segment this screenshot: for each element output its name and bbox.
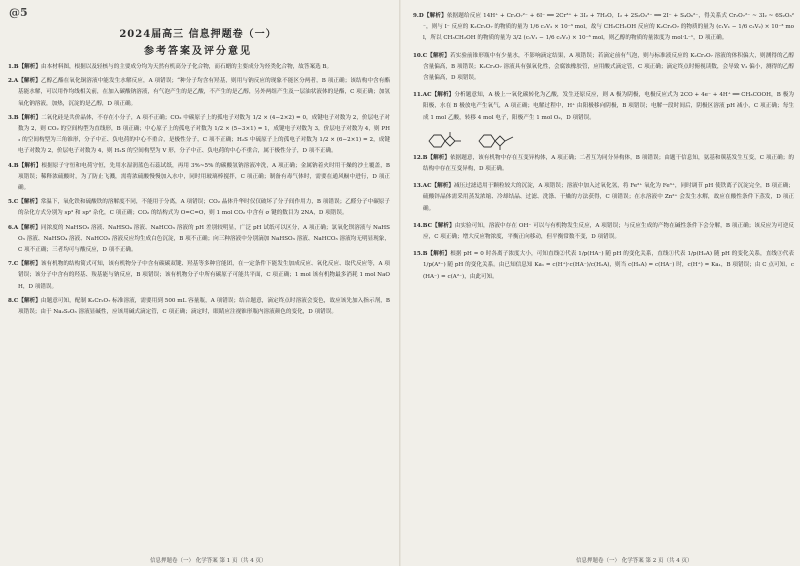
molecule-isomer-icon: [473, 131, 519, 151]
answer-item-3: 3.B【解析】二氧化硅是共价晶体，不存在小分子，A 项不正确；CO₂ 中碳原子上的孤电子对数为 1/2 × (4−2×2) = 0，成键电子对数为 2，价层电子对数为 2，则 CO₂ 的空间构型为直线形，B 项正确；中心原子上的孤电子对数为 1/2 × (5−3×1) = 1，成键电子对数为 3，价层电子对数为 4，则 PH₃ 的空间构型为三角锥形，分子中正、负电荷的中心不重合，是极性分子，C 项不正确；H₂S 中硫原子上的孤电子对数为 1/2 × (6−2×1) = 2，成键电子对数为 2，价层电子对数为 4，则 H₂S 的空间构型为 V 形，分子中正、负电荷的中心不重合，属于极性分子，D 项不正确。: [8, 114, 390, 155]
answer-item-10: 10.C【解析】若实验前锥形瓶中有少量水，不影响滴定结果，A 项错误；若滴定前有气泡，则与标准液反应的 K₂Cr₂O₇ 溶液的体积偏大，则测得的乙醇含量偏高，B 项错误；K₂Cr₂O₇ 溶液具有强氧化性，会腐蚀橡胶管，应用酸式滴定管，C 项正确；滴定终点时俯视读数，会导致 V₂ 偏小，测得的乙醇含量偏高，D 项错误。: [413, 52, 794, 82]
answer-item-6: 6.A【解析】同浓度的 NaHSO₃ 溶液、NaHSO₄ 溶液、NaHCO₃ 溶液的 pH 差别较明显，广泛 pH 试纸可以区分，A 项正确；氯氧化钡溶液与 NaHSO₃ 溶液、NaHSO₄ 溶液、NaHCO₃ 溶液反应均生成白色沉淀，B 项不正确；向三种溶液中分别滴加 NaHSO₃ 溶液、NaHCO₃ 溶液均无明显现象，C 项不正确；三者均可与酸反应，D 项不正确。: [8, 224, 390, 254]
answer-item-1: 1.B【解析】由本材料图，根据以及轻核与的主要成分均为天然有机高分子化合物，而石蜡的主要成分为烃类化合物，故答案选 B。: [8, 64, 333, 70]
molecule-structure-icon: [423, 131, 469, 151]
answer-text: 根据 pH = 0 时各离子浓度大小，可知直线②代表 1/p(HA⁻) 随 pH 的变化关系，直线①代表 1/p(H₂A) 随 pH 的变化关系，直线③代表 1/p(A²⁻) 随 pH 的变化关系。由已知信息知 Ka₁ = c(H⁺)·c(HA⁻)/c(H₂A)，则当 c(H₂A) = c(HA⁻) 时，c(H⁺) = Ka₁，B 项错误；由 C 点可知，c(HA⁻) = c(A²⁻)，由此可知。: [423, 251, 794, 280]
answer-text: 乙醇乙酯在氧化铜溶液中能发生水解反应，A 项错误；“种分子均含有羟基，则用与钠反应的现象不能区分两者，B 项正确；该结构中含有酯基能水解，可以用作均线相关前，在加入碳酸钠溶液，有气泡产生的是乙酸，不产生的是乙醇，另外两组产生及一层油状液体的是酯，C 项正确；加氢氧化钠溶液，加热，沉淀的是乙醇，D 项正确。: [18, 78, 390, 107]
answer-text: 由实验可知，溶液中存在 OH⁻ 可以与有机物发生反应，A 项错误；与反应生成的产物在碱性条件下会分解，B 项正确；该反应为可逆反应，C 项正确；增大反应物浓度，平衡正向移动，但平衡常数不变，D 项错误。: [423, 222, 794, 241]
answer-item-7: 7.C【解析】该有机物的结构简式可知，该有机物分子中含有碳碳双键、羟基等多种官能团，在一定条件下能发生加成反应、氧化反应、取代反应等，A 项错误；该分子中含有的羟基、羧基能与钠反应，B 项错误；该有机物分子中所有碳原子可能共平面，C 项正确；1 mol 该有机物最多消耗 1 mol NaOH，D 项错误。: [8, 261, 390, 290]
answer-item-12: 12.B【解析】依据题意，该有机物中存在互变异构体，A 项正确；二者互为同分异构体，B 项错误；由题干信息知，氨基和羰基发生互变，C 项正确；的结构中存在互变异构，D 项正确。: [413, 154, 794, 173]
answer-text: 由题意可知，配制 K₂Cr₂O₇ 标准溶液，需要用到 500 mL 容量瓶，A 项错误；结合题意，滴定终点时溶液会变色，故应该先加入指示剂，B 项错误；由于 Na₂S₂O₃ 溶液显碱性，应该用碱式滴定管，C 项正确；滴定时，眼睛应注视锥形瓶内溶液颜色的变化，D 项错误。: [18, 297, 390, 316]
answer-text: 若实验前锥形瓶中有少量水，不影响滴定结果，A 项错误；若滴定前有气泡，则与标准液反应的 K₂Cr₂O₇ 溶液的体积偏大，则测得的乙醇含量偏高，B 项错误；K₂Cr₂O₇ 溶液具有强氧化性，会腐蚀橡胶管，应用酸式滴定管，C 项正确；滴定终点时俯视读数，会导致 V₂ 偏小，测得的乙醇含量偏高，D 项错误。: [423, 52, 794, 82]
answer-item-4: 4.B【解析】根据原子守恒和电荷守恒，先用水湿润蓝色石蕊试纸，再用 3%~5% 的碳酸氢钠溶液冲洗，A 项正确；金属钠着火时用干燥的沙土覆盖，B 项错误；稀释浓硫酸时，为了防止飞溅，需将浓硫酸慢慢加入水中，同时用玻璃棒搅拌，C 项正确；制备有毒气体时，需要在通风橱中进行，D 项正确。: [8, 162, 390, 192]
molecule-figure-row: [423, 130, 794, 152]
answer-text: 同浓度的 NaHSO₃ 溶液、NaHSO₄ 溶液、NaHCO₃ 溶液的 pH 差别较明显，广泛 pH 试纸可以区分，A 项正确；氯氧化钡溶液与 NaHSO₃ 溶液、NaHSO₄ 溶液、NaHCO₃ 溶液反应均生成白色沉淀，B 项不正确；向三种溶液中分别滴加 NaHSO₃ 溶液、NaHCO₃ 溶液均无明显现象，C 项不正确；三者均可与酸反应，D 项不正确。: [18, 224, 390, 254]
answer-text: 根据原子守恒和电荷守恒，先用水湿润蓝色石蕊试纸，再用 3%~5% 的碳酸氢钠溶液冲洗，A 项正确；金属钠着火时用干燥的沙土覆盖，B 项错误；稀释浓硫酸时，为了防止飞溅，需将浓硫酸慢慢加入水中，同时用玻璃棒搅拌，C 项正确；制备有毒气体时，需要在通风橱中进行，D 项正确。: [18, 162, 390, 192]
right-question-list: [411, 11, 794, 283]
answer-item-13: 13.AC【解析】减压过滤适用于颗粒较大的沉淀，A 项错误；溶液中加入过氧化氢，将 Fe²⁺ 氧化为 Fe³⁺，同时调节 pH 使铁离子沉淀完全，B 项正确；硫酸锌晶体需采用蒸发浓缩、冷却结晶、过滤、洗涤、干燥的方法获得，C 项错误；在水溶液中 Zn²⁺ 会发生水解，故应在酸性条件下蒸发，D 项正确。: [413, 183, 794, 212]
document-subtitle: 参考答案及评分意见: [144, 46, 252, 57]
answer-item-8: 8.C【解析】由题意可知，配制 K₂Cr₂O₇ 标准溶液，需要用到 500 mL 容量瓶，A 项错误；结合题意，滴定终点时溶液会变色，故应该先加入指示剂，B 项错误；由于 Na₂S₂O₃ 溶液显碱性，应该用碱式滴定管，C 项正确；滴定时，眼睛应注视锥形瓶内溶液颜色的变化，D 项错误。: [8, 297, 390, 316]
answer-text: 依据题意，该有机物中存在互变异构体，A 项正确；二者互为同分异构体，B 项错误；由题干信息知，氨基和羰基发生互变，C 项正确；的结构中存在互变异构，D 项正确。: [423, 154, 794, 173]
answer-text: 分析题意知，A 极上一氧化碳转化为乙酸，发生还原反应，则 A 极为阴极，电极反应式为 2CO + 4e⁻ + 4H⁺ ══ CH₃COOH，B 极为阳极，水在 B 极放电产生氧气，A 项正确；电解过程中，H⁺ 由阳极移向阴极，B 项错误；电解一段时间后，阴极区溶液 pH 减小，C 项正确；每生成 1 mol 乙酸，转移 4 mol 电子，阳极产生 1 mol O₂，D 项错误。: [423, 92, 794, 121]
answer-item-14: 14.BC【解析】由实验可知，溶液中存在 OH⁻ 可以与有机物发生反应，A 项错误；与反应生成的产物在碱性条件下会分解，B 项正确；该反应为可逆反应，C 项正确；增大反应物浓度，平衡正向移动，但平衡常数不变，D 项错误。: [413, 222, 794, 241]
answer-text: 减压过滤适用于颗粒较大的沉淀，A 项错误；溶液中加入过氧化氢，将 Fe²⁺ 氧化为 Fe³⁺，同时调节 pH 使铁离子沉淀完全，B 项正确；硫酸锌晶体需采用蒸发浓缩、冷却结晶、过滤、洗涤、干燥的方法获得，C 项错误；在水溶液中 Zn²⁺ 会发生水解，故应在酸性条件下蒸发，D 项正确。: [423, 183, 794, 212]
answer-item-15: 15.B【解析】根据 pH = 0 时各离子浓度大小，可知直线②代表 1/p(HA⁻) 随 pH 的变化关系，直线①代表 1/p(H₂A) 随 pH 的变化关系，直线③代表 1/p(A²⁻) 随 pH 的变化关系。由已知信息知 Ka₁ = c(H⁺)·c(HA⁻)/c(H₂A)，则当 c(H₂A) = c(HA⁻) 时，c(H⁺) = Ka₁，B 项错误；由 C 点可知，c(HA⁻) = c(A²⁻)，由此可知。: [413, 251, 794, 280]
document-title: 2024届高三 信息押题卷（一）: [119, 29, 277, 40]
right-page: [401, 0, 800, 566]
answer-item-9: 9.D【解析】依据题给反应 14H⁺ + Cr₂O₇²⁻ + 6I⁻ ══ 2Cr³⁺ + 3I₂ + 7H₂O，I₂ + 2S₂O₃²⁻ ══ 2I⁻ + S₄O₆²⁻，得关系式 Cr₂O₇²⁻ ~ 3I₂ ~ 6S₂O₃²⁻，则与 I⁻ 反应的 K₂Cr₂O₇ 的物质的量为 1/6 c₂V₂ × 10⁻³ mol，故与 CH₃CH₂OH 反应的 K₂Cr₂O₇ 的物质的量为 (c₁V₁ − 1/6 c₂V₂) × 10⁻³ mol，所以 CH₃CH₂OH 的物质的量为 3/2 (c₁V₁ − 1/6 c₂V₂) × 10⁻³ mol，则乙醇的物质的量浓度为 mol·L⁻¹，D 项正确。: [413, 13, 794, 42]
right-page-footer: 信息押题卷（一） 化学答案 第 2 页（共 4 页）: [576, 558, 693, 564]
answer-text: 该有机物的结构简式可知，该有机物分子中含有碳碳双键、羟基等多种官能团，在一定条件下能发生加成反应、氧化反应、取代反应等，A 项错误；该分子中含有的羟基、羧基能与钠反应，B 项错误；该有机物分子中所有碳原子可能共平面，C 项正确；1 mol 该有机物最多消耗 1 mol NaOH，D 项错误。: [18, 261, 390, 290]
answer-item-5: 5.C【解析】常温下，氧化铁和硫酸铁的溶解度不同，不能用于分离，A 项错误；CO₂ 晶体升华时仅仅破坏了分子间作用力，B 项错误；乙醛分子中碳原子的杂化方式分别为 sp³ 和 sp² 杂化，C 项正确；CO₂ 的结构式为 O=C=O，则 1 mol CO₂ 中含有 σ 键的数目为 2NA，D 项错误。: [8, 199, 390, 217]
left-question-list: [6, 62, 390, 318]
left-page-footer: 信息押题卷（一） 化学答案 第 1 页（共 4 页）: [150, 558, 267, 564]
left-page: [0, 0, 398, 566]
answer-text: 依据题给反应 14H⁺ + Cr₂O₇²⁻ + 6I⁻ ══ 2Cr³⁺ + 3I₂ + 7H₂O，I₂ + 2S₂O₃²⁻ ══ 2I⁻ + S₄O₆²⁻，得关系式 Cr₂O₇²⁻ ~ 3I₂ ~ 6S₂O₃²⁻，则与 I⁻ 反应的 K₂Cr₂O₇ 的物质的量为 1/6 c₂V₂ × 10⁻³ mol，故与 CH₃CH₂OH 反应的 K₂Cr₂O₇ 的物质的量为 (c₁V₁ − 1/6 c₂V₂) × 10⁻³ mol，所以 CH₃CH₂OH 的物质的量为 3/2 (c₁V₁ − 1/6 c₂V₂) × 10⁻³ mol，则乙醇的物质的量浓度为 mol·L⁻¹，D 项正确。: [423, 13, 794, 42]
answer-text: 由本材料图，根据以及轻核与的主要成分均为天然有机高分子化合物，而石蜡的主要成分为烃类化合物，故答案选 B。: [40, 64, 333, 70]
answer-text: 二氧化硅是共价晶体，不存在小分子，A 项不正确；CO₂ 中碳原子上的孤电子对数为 1/2 × (4−2×2) = 0，成键电子对数为 2，价层电子对数为 2，则 CO₂ 的空间构型为直线形，B 项正确；中心原子上的孤电子对数为 1/2 × (5−3×1) = 1，成键电子对数为 3，价层电子对数为 4，则 PH₃ 的空间构型为三角锥形，分子中正、负电荷的中心不重合，是极性分子，C 项不正确；H₂S 中硫原子上的孤电子对数为 1/2 × (6−2×1) = 2，成键电子对数为 2，价层电子对数为 4，则 H₂S 的空间构型为 V 形，分子中正、负电荷的中心不重合，属于极性分子，D 项不正确。: [18, 114, 390, 155]
answer-text: 常温下，氧化铁和硫酸铁的溶解度不同，不能用于分离，A 项错误；CO₂ 晶体升华时仅仅破坏了分子间作用力，B 项错误；乙醛分子中碳原子的杂化方式分别为 sp³ 和 sp² 杂化，C 项正确；CO₂ 的结构式为 O=C=O，则 1 mol CO₂ 中含有 σ 键的数目为 2NA，D 项错误。: [18, 199, 390, 217]
answer-item-11: 11.AC【解析】分析题意知，A 极上一氧化碳转化为乙酸，发生还原反应，则 A 极为阴极，电极反应式为 2CO + 4e⁻ + 4H⁺ ══ CH₃COOH，B 极为阳极，水在 B 极放电产生氧气，A 项正确；电解过程中，H⁺ 由阳极移向阴极，B 项错误；电解一段时间后，阴极区溶液 pH 减小，C 项正确；每生成 1 mol 乙酸，转移 4 mol 电子，阳极产生 1 mol O₂，D 项错误。: [413, 92, 794, 121]
corner-mark: @5: [9, 6, 28, 19]
answer-item-2: 2.A【解析】乙醇乙酯在氧化铜溶液中能发生水解反应，A 项错误；“种分子均含有羟基，则用与钠反应的现象不能区分两者，B 项正确；该结构中含有酯基能水解，可以用作均线相关前，在加入碳酸钠溶液，有气泡产生的是乙酸，不产生的是乙醇，另外两组产生及一层油状液体的是酯，C 项正确；加氢氧化钠溶液，加热，沉淀的是乙醇，D 项正确。: [8, 78, 390, 107]
